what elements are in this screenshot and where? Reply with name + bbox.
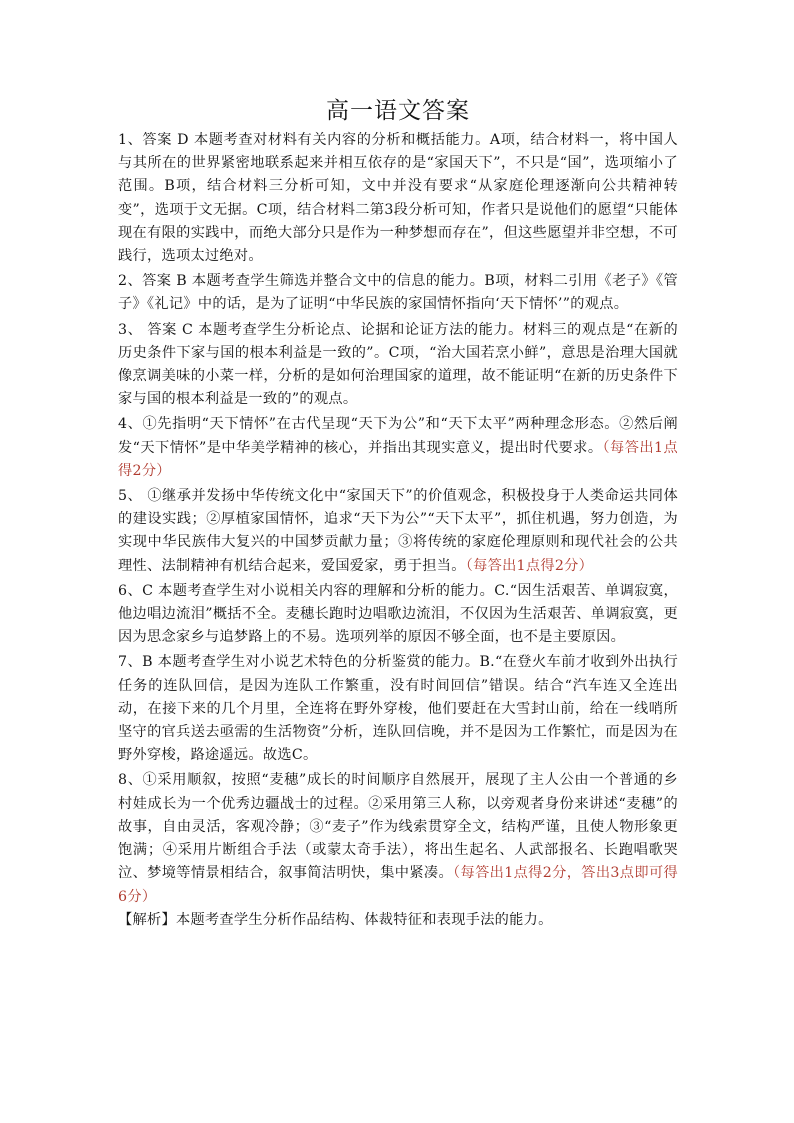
answer-1-text: 1、答案 D 本题考查对材料有关内容的分析和概括能力。A项，结合材料一，将中国人与其所在的世界紧密地联系起来并相互依存的是“家国天下”，不只是“国”，选项缩小了范围。B项，结合材料三分析可知，文中并没有要求“从家庭伦理逐渐向公共精神转变”，选项于文无据。C项，结合材料二第3段分析可知，作者只是说他们的愿望“只能体现在有限的实践中，而绝大部分只是作为一种梦想而存在”，但这些愿望并非空想，不可践行，选项太过绝对。: [118, 132, 678, 265]
answer-6-text: 6、C 本题考查学生对小说相关内容的理解和分析的能力。C.“因生活艰苦、单调寂寞，他边唱边流泪”概括不全。麦穗长跑时边唱歌边流泪，不仅因为生活艰苦、单调寂寞，更因为思念家乡与追梦路上的不易。选项列举的原因不够全面，也不是主要原因。: [118, 582, 678, 646]
page-title: 高一语文答案: [326, 98, 470, 124]
answer-4-score-note: （每答出1点得2分）: [118, 439, 678, 479]
answer-3: [118, 319, 678, 412]
answer-5: [118, 485, 678, 578]
answer-8-text: 8、①采用顺叙，按照“麦穗”成长的时间顺序自然展开，展现了主人公由一个普通的乡村娃成长为一个优秀边疆战士的过程。②采用第三人称，以旁观者身份来讲述“麦穗”的故事，自由灵活，客观冷静；③“麦子”作为线索贯穿全文，结构严谨，且使人物形象更饱满；④采用片断组合手法（或蒙太奇手法），将出生起名、人武部报名、长跑唱歌哭泣、梦境等情景相结合，叙事简洁明快，集中紧凑。: [118, 772, 678, 882]
answer-page: [118, 92, 678, 932]
analysis-note: [118, 909, 678, 932]
answer-1: [118, 129, 678, 268]
answer-2-text: 2、答案 B 本题考查学生筛选并整合文中的信息的能力。B项，材料二引用《老子》《管子》《礼记》中的话，是为了证明“中华民族的家国情怀指向‘天下情怀’”的观点。: [118, 273, 678, 313]
answer-8-score-note: （每答出1点得2分，答出3点即可得6分）: [118, 865, 678, 905]
answer-2: [118, 270, 678, 316]
answer-7-text: 7、B 本题考查学生对小说艺术特色的分析鉴赏的能力。B.“在登火车前才收到外出执行任务的连队回信，是因为连队工作繁重，没有时间回信”错误。结合“汽车连又全连出动，在接下来的几个月里，全连将在野外穿梭，他们要赶在大雪封山前，给在一线哨所坚守的官兵送去亟需的生活物资”分析，连队回信晚，并不是因为工作繁忙，而是因为在野外穿梭，路途遥远。故选C。: [118, 654, 678, 764]
analysis-note-text: 【解析】本题考查学生分析作品结构、体裁特征和表现手法的能力。: [118, 911, 553, 928]
answer-4-text: 4、①先指明“天下情怀”在古代呈现“天下为公”和“天下太平”两种理念形态。②然后阐发“天下情怀”是中华美学精神的核心，并指出其现实意义，提出时代要求。: [118, 416, 678, 456]
answer-5-text: 5、 ①继承并发扬中华传统文化中“家国天下”的价值观念，积极投身于人类命运共同体的建设实践；②厚植家国情怀，追求“天下为公”“天下太平”，抓住机遇，努力创造，为实现中华民族伟大复兴的中国梦贡献力量；③将传统的家庭伦理原则和现代社会的公共理性、法制精神有机结合起来，爱国爱家，勇于担当。: [118, 488, 678, 574]
answer-8: [118, 769, 678, 908]
answer-5-score-note: （每答出1点得2分）: [465, 557, 594, 574]
answer-6: [118, 580, 678, 650]
answer-4: [118, 413, 678, 483]
answer-3-text: 3、 答案 C 本题考查学生分析论点、论据和论证方法的能力。材料三的观点是“在新的历史条件下家与国的根本利益是一致的”。C项，“治大国若烹小鲜”，意思是治理大国就像烹调美味的小菜一样，分析的是如何治理国家的道理，故不能证明“在新的历史条件下家与国的根本利益是一致的”的观点。: [118, 321, 678, 408]
answer-7: [118, 651, 678, 767]
